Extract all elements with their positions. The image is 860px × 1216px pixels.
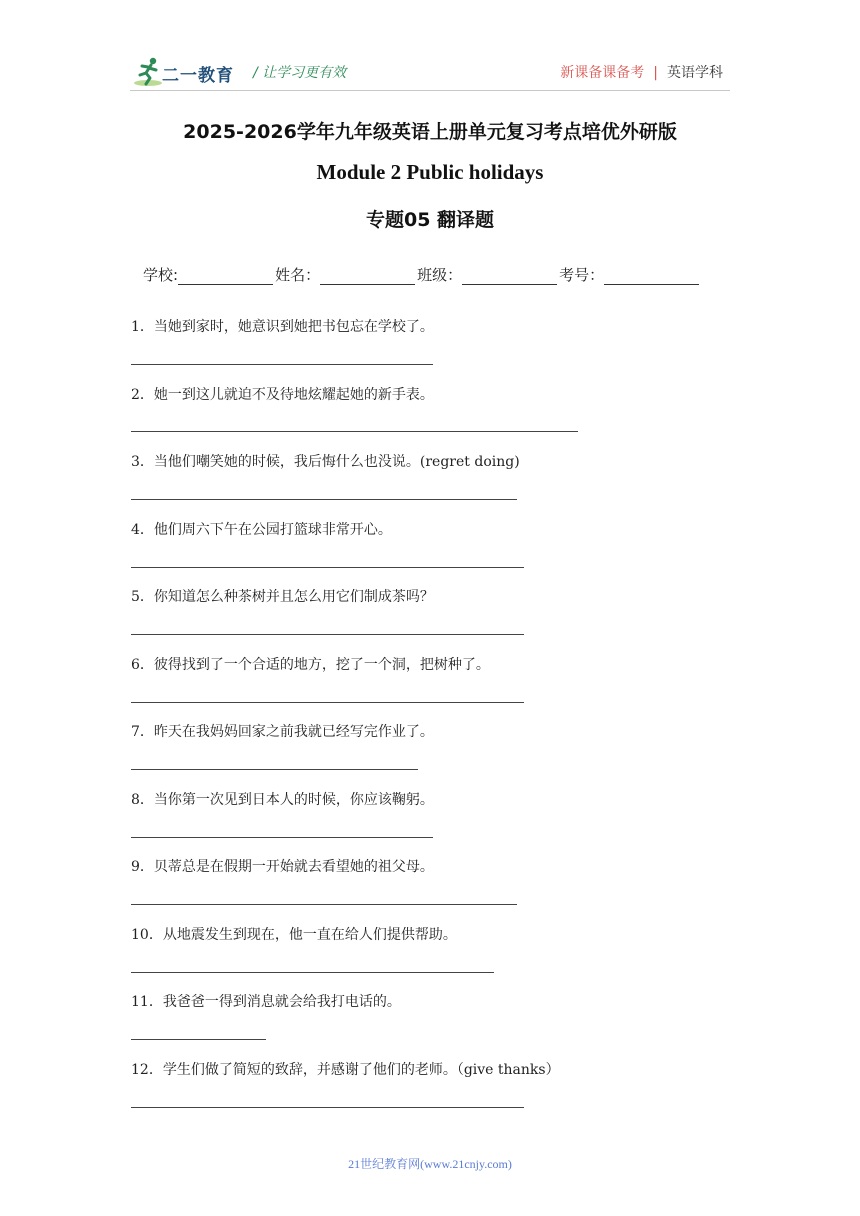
answer-line-10[interactable] xyxy=(131,972,494,973)
answer-line-8[interactable] xyxy=(131,837,433,838)
header-right xyxy=(560,62,723,82)
logo-text: 二一教育 xyxy=(162,66,234,86)
header-divider xyxy=(130,90,730,91)
slogan: / 让学习更有效 xyxy=(253,65,347,81)
school-blank[interactable] xyxy=(178,268,273,285)
question-9: 9．贝蒂总是在假期一开始就去看望她的祖父母。 xyxy=(131,859,434,875)
exam-number-label: 考号： xyxy=(559,266,605,284)
answer-line-1[interactable] xyxy=(131,364,433,365)
question-8: 8．当你第一次见到日本人的时候，你应该鞠躬。 xyxy=(131,792,434,808)
name-label: 姓名： xyxy=(275,266,321,284)
question-2: 2．她一到这儿就迫不及待地炫耀起她的新手表。 xyxy=(131,387,434,403)
document-title: 2025-2026学年九年级英语上册单元复习考点培优外研版 xyxy=(183,121,677,143)
exam-number-blank[interactable] xyxy=(604,268,699,285)
question-4: 4．他们周六下午在公园打篮球非常开心。 xyxy=(131,522,392,538)
answer-line-5[interactable] xyxy=(131,634,524,635)
answer-line-11[interactable] xyxy=(131,1039,266,1040)
topic-title: 专题05 翻译题 xyxy=(365,209,495,231)
student-info-row xyxy=(143,264,701,285)
question-12: 12．学生们做了简短的致辞，并感谢了他们的老师。（give thanks） xyxy=(131,1062,560,1078)
question-6: 6．彼得找到了一个合适的地方，挖了一个洞，把树种了。 xyxy=(131,657,490,673)
name-blank[interactable] xyxy=(320,268,415,285)
class-label: 班级： xyxy=(417,266,463,284)
header-separator: | xyxy=(653,65,658,81)
question-10: 10．从地震发生到现在，他一直在给人们提供帮助。 xyxy=(131,927,457,943)
question-1: 1．当她到家时，她意识到她把书包忘在学校了。 xyxy=(131,319,434,335)
answer-line-4[interactable] xyxy=(131,567,524,568)
question-11: 11．我爸爸一得到消息就会给我打电话的。 xyxy=(131,994,401,1010)
class-blank[interactable] xyxy=(462,268,557,285)
runner-icon xyxy=(132,56,166,88)
class-field xyxy=(417,264,559,285)
answer-line-2[interactable] xyxy=(131,431,578,432)
question-7: 7．昨天在我妈妈回家之前我就已经写完作业了。 xyxy=(131,724,434,740)
answer-line-3[interactable] xyxy=(131,499,517,500)
header-tag-prep: 新课备课备考 xyxy=(560,65,645,81)
question-5: 5．你知道怎么种茶树并且怎么用它们制成茶吗？ xyxy=(131,589,434,605)
module-title: Module 2 Public holidays xyxy=(316,160,544,184)
header-tag-subject: 英语学科 xyxy=(667,65,723,81)
answer-line-7[interactable] xyxy=(131,769,418,770)
logo xyxy=(132,56,252,90)
school-field xyxy=(143,264,275,285)
answer-line-9[interactable] xyxy=(131,904,517,905)
exam-number-field xyxy=(559,264,701,285)
page-header xyxy=(0,0,860,96)
question-3: 3．当他们嘲笑她的时候，我后悔什么也没说。(regret doing) xyxy=(131,454,520,470)
name-field xyxy=(275,264,417,285)
footer-source[interactable]: 21世纪教育网(www.21cnjy.com) xyxy=(348,1157,512,1171)
answer-line-6[interactable] xyxy=(131,702,524,703)
answer-line-12[interactable] xyxy=(131,1107,524,1108)
school-label: 学校: xyxy=(143,266,179,284)
